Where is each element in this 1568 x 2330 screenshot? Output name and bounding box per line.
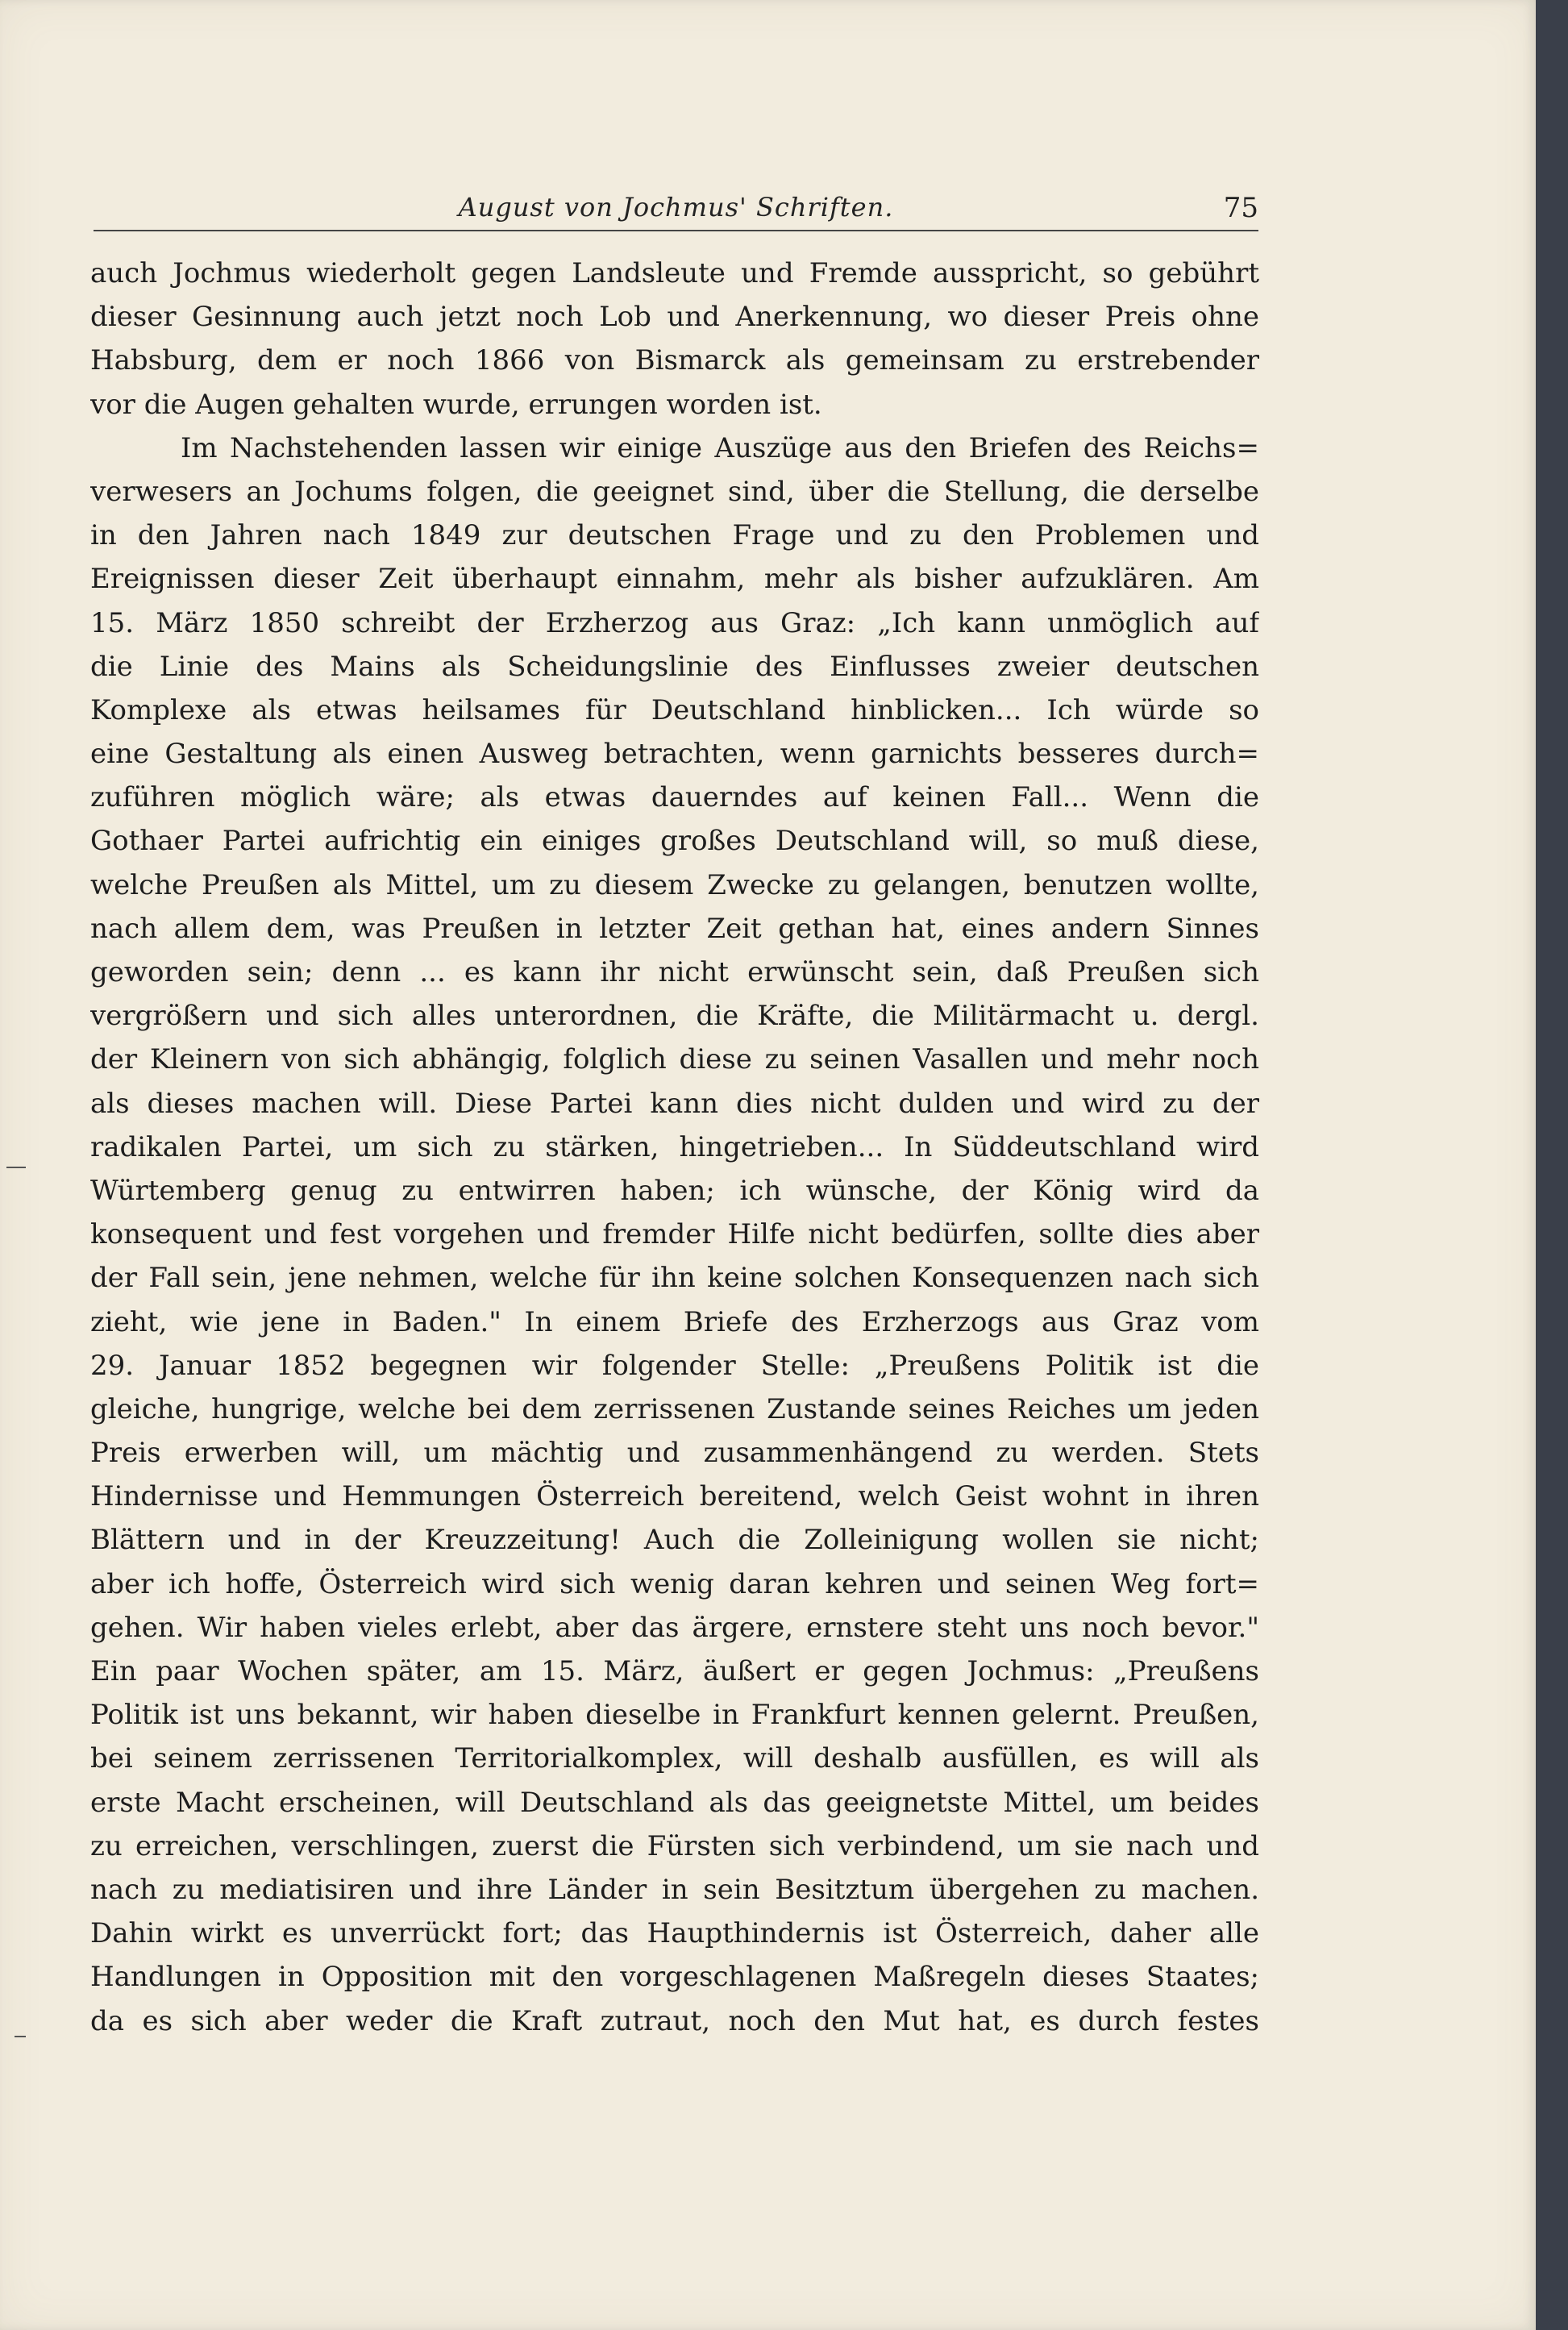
text-line: dieser Gesinnung auch jetzt noch Lob und Anerkennung, wo dieser Preis ohne <box>90 301 1259 334</box>
text-line: radikalen Partei, um sich zu stärken, hingetrieben... In Süddeutschland wird <box>90 1130 1259 1163</box>
page-header <box>94 192 1258 231</box>
text-line: Hindernisse und Hemmungen Österreich bereitend, welch Geist wohnt in ihren <box>90 1480 1259 1513</box>
text-line: welche Preußen als Mittel, um zu diesem Zwecke zu gelangen, benutzen wollte, <box>90 868 1259 901</box>
margin-mark <box>15 2036 26 2037</box>
text-line: der Kleinern von sich abhängig, folglich diese zu seinen Vasallen und mehr noch <box>90 1043 1259 1076</box>
text-line: vergrößern und sich alles unterordnen, die Kräfte, die Militärmacht u. dergl. <box>90 1000 1259 1033</box>
text-line: bei seinem zerrissenen Territorialkomplex, will deshalb ausfüllen, es will als <box>90 1742 1259 1775</box>
text-line: 15. März 1850 schreibt der Erzherzog aus Graz: „Ich kann unmöglich auf <box>90 606 1259 639</box>
text-line: verwesers an Jochums folgen, die geeignet sind, über die Stellung, die derselbe <box>90 475 1259 508</box>
text-line: erste Macht erscheinen, will Deutschland als das geeignetste Mittel, um beides <box>90 1786 1259 1819</box>
text-line: Blättern und in der Kreuzzeitung! Auch die Zolleinigung wollen sie nicht; <box>90 1524 1259 1557</box>
text-line: Habsburg, dem er noch 1866 von Bismarck als gemeinsam zu erstrebender <box>90 344 1259 377</box>
text-line: zuführen möglich wäre; als etwas dauerndes auf keinen Fall... Wenn die <box>90 781 1259 814</box>
margin-mark <box>6 1167 26 1168</box>
page-number: 75 <box>1223 192 1258 224</box>
text-line: Preis erwerben will, um mächtig und zusammenhängend zu werden. Stets <box>90 1437 1259 1470</box>
text-line: nach zu mediatisiren und ihre Länder in sein Besitztum übergehen zu machen. <box>90 1873 1259 1906</box>
text-line: zieht, wie jene in Baden." In einem Briefe des Erzherzogs aus Graz vom <box>90 1305 1259 1338</box>
text-line: die Linie des Mains als Scheidungslinie des Einflusses zweier deutschen <box>90 650 1259 683</box>
text-line: Im Nachstehenden lassen wir einige Auszüge aus den Briefen des Reichs= <box>181 431 1259 464</box>
text-line: Ein paar Wochen später, am 15. März, äußert er gegen Jochmus: „Preußens <box>90 1655 1259 1687</box>
text-line: Gothaer Partei aufrichtig ein einiges großes Deutschland will, so muß diese, <box>90 825 1259 858</box>
text-line: als dieses machen will. Diese Partei kann dies nicht dulden und wird zu der <box>90 1087 1259 1120</box>
text-line: aber ich hoffe, Österreich wird sich wenig daran kehren und seinen Weg fort= <box>90 1567 1259 1600</box>
header-rule <box>94 230 1258 231</box>
text-line: nach allem dem, was Preußen in letzter Zeit gethan hat, eines andern Sinnes <box>90 912 1259 945</box>
text-line: konsequent und fest vorgehen und fremder Hilfe nicht bedürfen, sollte dies aber <box>90 1218 1259 1251</box>
text-line: zu erreichen, verschlingen, zuerst die Fürsten sich verbindend, um sie nach und <box>90 1829 1259 1862</box>
text-line: Politik ist uns bekannt, wir haben dieselbe in Frankfurt kennen gelernt. Preußen, <box>90 1699 1259 1732</box>
body-text <box>90 252 1259 2043</box>
running-title: August von Jochmus' Schriften. <box>458 192 894 223</box>
text-line: gehen. Wir haben vieles erlebt, aber das ärgere, ernstere steht uns noch bevor." <box>90 1611 1259 1644</box>
text-line: Dahin wirkt es unverrückt fort; das Haupthindernis ist Österreich, daher alle <box>90 1917 1259 1950</box>
text-line: gleiche, hungrige, welche bei dem zerrissenen Zustande seines Reiches um jeden <box>90 1392 1259 1425</box>
text-line: geworden sein; denn ... es kann ihr nicht erwünscht sein, daß Preußen sich <box>90 956 1259 988</box>
text-line: Würtemberg genug zu entwirren haben; ich wünsche, der König wird da <box>90 1174 1259 1207</box>
text-line: eine Gestaltung als einen Ausweg betrachten, wenn garnichts besseres durch= <box>90 738 1259 771</box>
text-line: vor die Augen gehalten wurde, errungen worden ist. <box>90 388 822 421</box>
text-line: auch Jochmus wiederholt gegen Landsleute und Fremde ausspricht, so gebührt <box>90 257 1259 289</box>
text-line: Handlungen in Opposition mit den vorgeschlagenen Maßregeln dieses Staates; <box>90 1961 1259 1994</box>
text-line: in den Jahren nach 1849 zur deutschen Frage und zu den Problemen und <box>90 519 1259 552</box>
text-line: da es sich aber weder die Kraft zutraut, noch den Mut hat, es durch festes <box>90 2004 1259 2037</box>
text-line: Ereignissen dieser Zeit überhaupt einnahm, mehr als bisher aufzuklären. Am <box>90 563 1259 596</box>
text-line: der Fall sein, jene nehmen, welche für ihn keine solchen Konsequenzen nach sich <box>90 1262 1259 1295</box>
text-line: Komplexe als etwas heilsames für Deutschland hinblicken... Ich würde so <box>90 693 1259 726</box>
text-line: 29. Januar 1852 begegnen wir folgender Stelle: „Preußens Politik ist die <box>90 1349 1259 1382</box>
